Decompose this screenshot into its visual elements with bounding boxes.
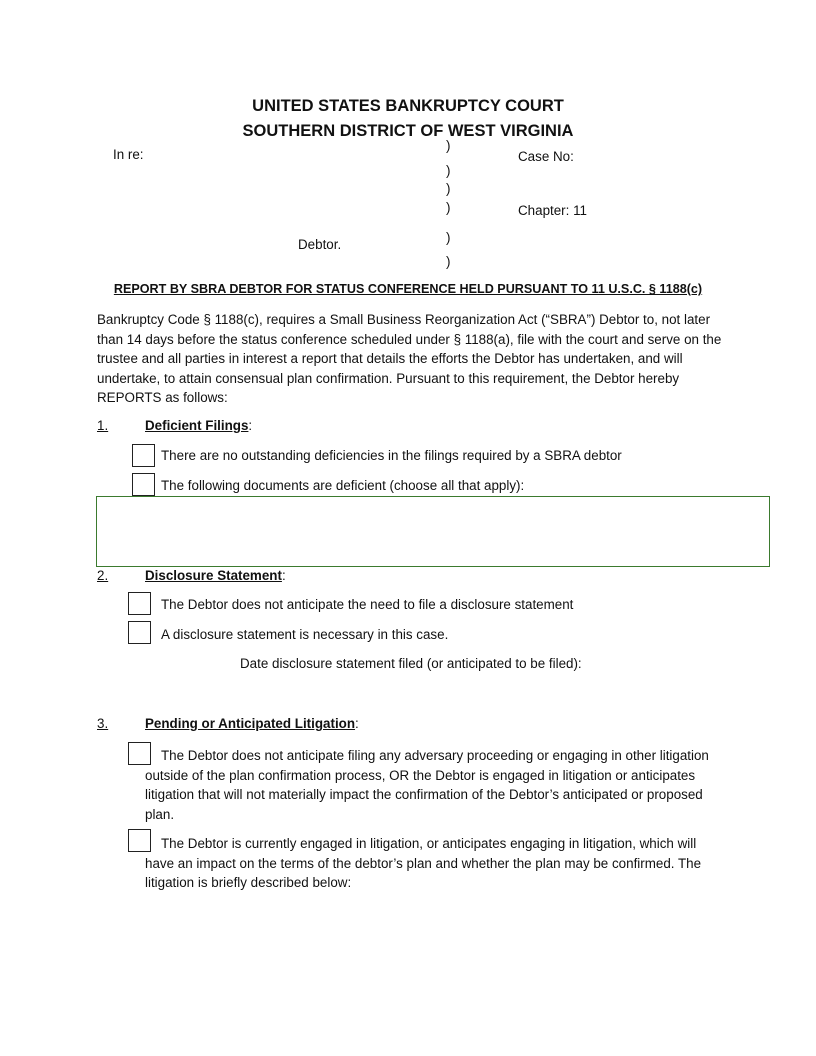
- disclosure-necessary-checkbox[interactable]: [128, 621, 151, 644]
- section-3-colon: :: [355, 716, 359, 731]
- no-disclosure-checkbox[interactable]: [128, 592, 151, 615]
- no-disclosure-label: The Debtor does not anticipate the need to file a disclosure statement: [161, 597, 574, 612]
- caption-paren: ): [446, 230, 451, 245]
- no-litigation-label: The Debtor does not anticipate filing any adversary proceeding or engaging in other litigation outside of the plan confirmation process, OR the Debtor is engaged in litigation or anticipates litigation that will not materially impact the confirmation of the Debtor’s anticipated or proposed plan.: [145, 748, 709, 822]
- no-deficiencies-label: There are no outstanding deficiencies in the filings required by a SBRA debtor: [161, 448, 622, 463]
- section-2-colon: :: [281, 568, 286, 583]
- section-3-heading: [145, 716, 359, 731]
- in-re-label: In re:: [113, 147, 144, 162]
- court-district: SOUTHERN DISTRICT OF WEST VIRGINIA: [242, 122, 574, 140]
- section-3-number: 3.: [97, 716, 109, 731]
- section-2-title: Disclosure Statement: [145, 568, 282, 583]
- report-title: REPORT BY SBRA DEBTOR FOR STATUS CONFERENCE HELD PURSUANT TO 11 U.S.C. § 1188(c): [113, 282, 703, 296]
- caption-paren: ): [446, 163, 451, 178]
- litigation-impact-label: The Debtor is currently engaged in litigation, or anticipates engaging in litigation, which will have an impact on the terms of the debtor’s plan and whether the plan may be confirmed. The litigation is briefly described below:: [145, 836, 702, 890]
- case-no-label: Case No:: [518, 149, 574, 164]
- section-3-title: Pending or Anticipated Litigation: [145, 716, 356, 731]
- caption-paren: ): [446, 138, 451, 153]
- section-2-heading: [145, 568, 286, 583]
- deficient-documents-checkbox[interactable]: [132, 473, 155, 496]
- chapter-label: Chapter: 11: [518, 203, 587, 218]
- section-1-colon: :: [248, 418, 253, 433]
- deficient-documents-label: The following documents are deficient (choose all that apply):: [161, 478, 525, 493]
- deficient-documents-field[interactable]: [96, 496, 770, 567]
- debtor-label: Debtor.: [298, 237, 342, 252]
- section-1-heading: [145, 418, 252, 433]
- caption-paren: ): [446, 200, 451, 215]
- section-1-number: 1.: [97, 418, 109, 433]
- section-1-title: Deficient Filings: [145, 418, 249, 433]
- section-2-number: 2.: [97, 568, 109, 583]
- no-deficiencies-checkbox[interactable]: [132, 444, 155, 467]
- disclosure-date-label: Date disclosure statement filed (or anticipated to be filed):: [240, 656, 582, 671]
- caption-paren: ): [446, 181, 451, 196]
- court-name: UNITED STATES BANKRUPTCY COURT: [252, 97, 564, 115]
- caption-paren: ): [446, 254, 451, 269]
- disclosure-necessary-label: A disclosure statement is necessary in this case.: [161, 627, 449, 642]
- intro-paragraph: Bankruptcy Code § 1188(c), requires a Small Business Reorganization Act (“SBRA”) Debtor to, not later than 14 days before the status conference scheduled under § 1188(a), file with the court and serve on the trustee and all parties in interest a report that details the efforts the Debtor has undertaken, and will undertake, to attain consensual plan confirmation. Pursuant to this requirement, the Debtor hereby REPORTS as follows:: [97, 312, 722, 405]
